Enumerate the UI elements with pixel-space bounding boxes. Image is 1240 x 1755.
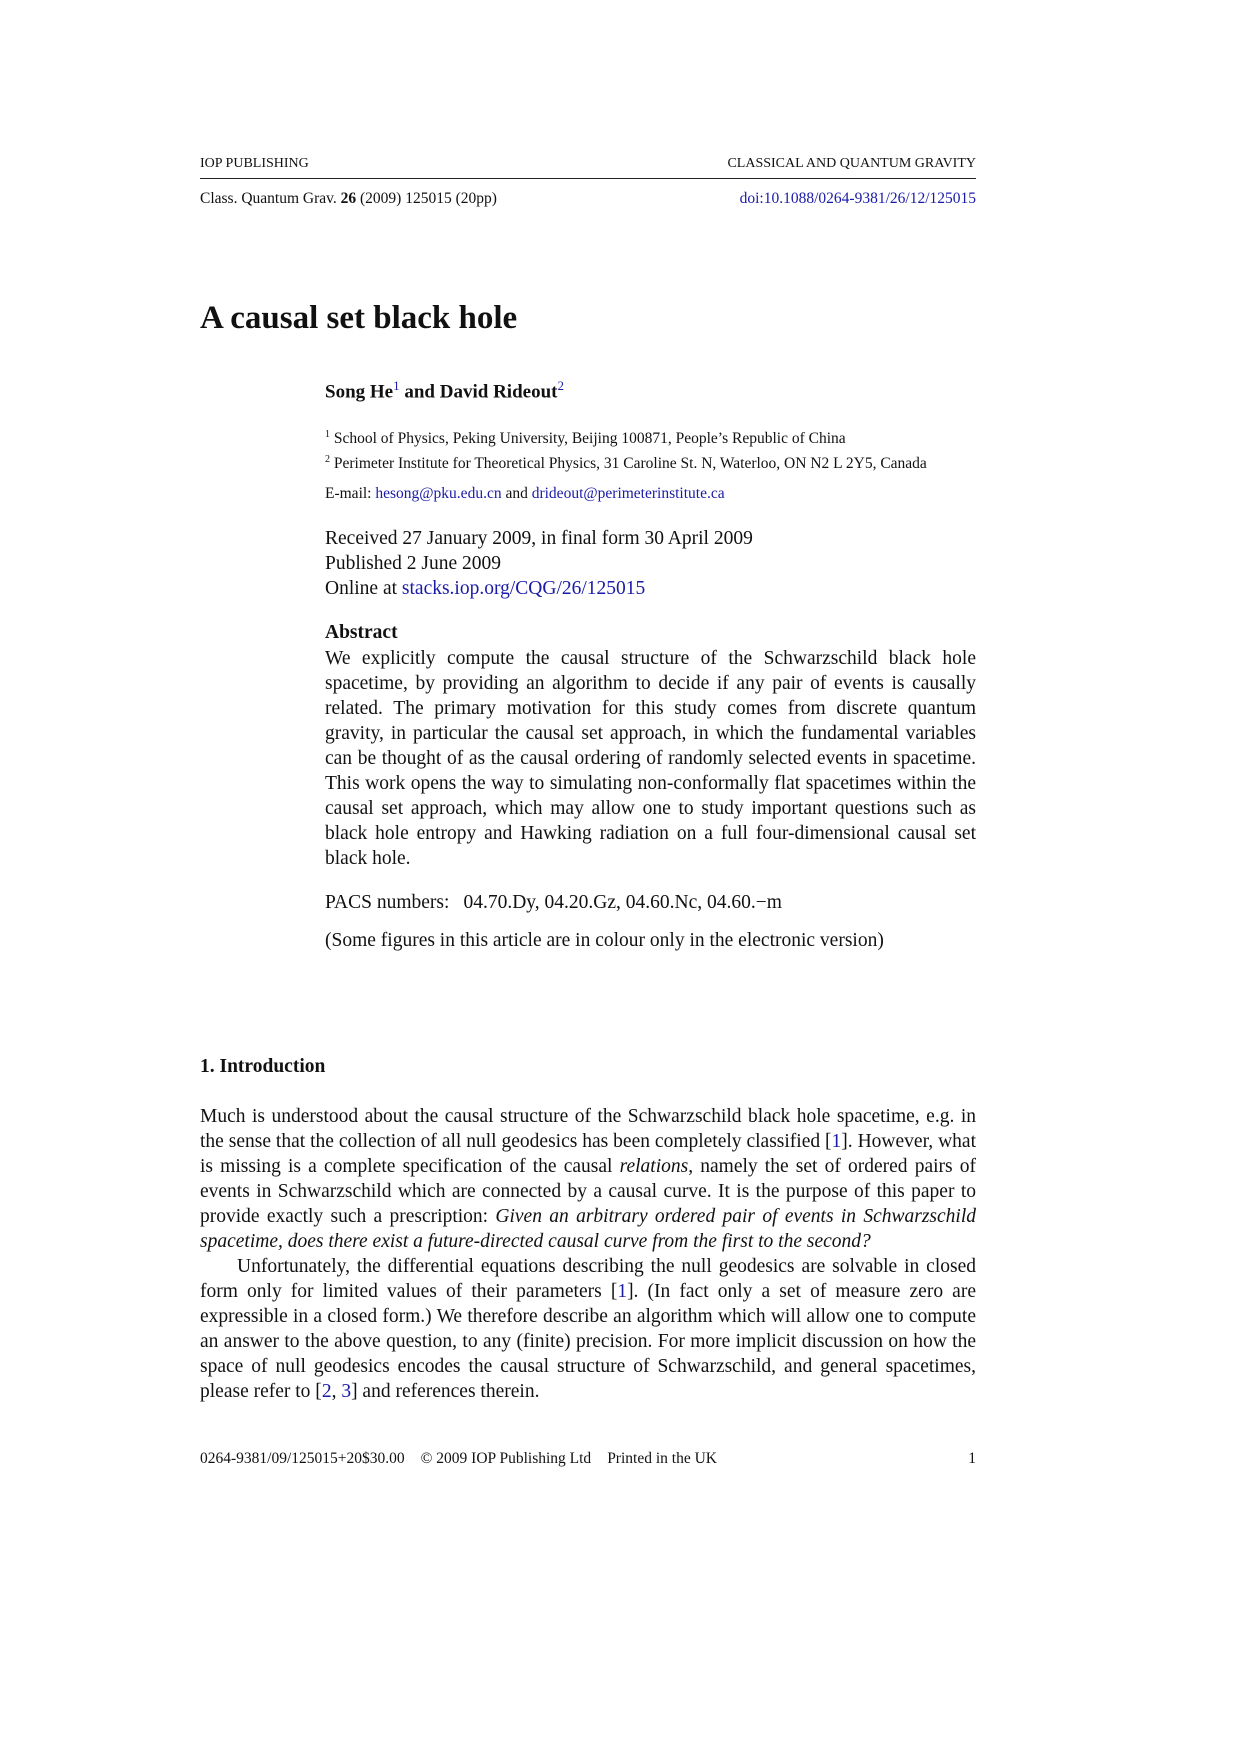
section-heading: 1. Introduction — [200, 1056, 326, 1077]
paragraph: Much is understood about the causal structure of the Schwarzschild black hole spacetime, e.g. in the sense that the collection of all null geodesics has been completely classified [1]. However, what is missing is a complete specification of the causal relations, namely the set of ordered pairs of events in Schwarzschild which are connected by a causal curve. It is the purpose of this paper to provide exactly such a prescription: Given an arbitrary ordered pair of events in Schwarzschild spacetime, does there exist a future-directed causal curve from the first to the second? — [200, 1106, 977, 1252]
author-list: Song He$^1$ and David Rideout$^2$ — [325, 378, 564, 403]
online-link[interactable]: stacks.iop.org/CQG/26/125015 — [401, 578, 646, 599]
doi-link[interactable]: doi:10.1088/0264-9381/26/12/125015 — [739, 190, 976, 207]
received-date: Received 27 January 2009, in final form 30 April 2009 — [325, 528, 753, 549]
pacs-numbers: PACS numbers: 04.70.Dy, 04.20.Gz, 04.60.Nc, 04.60.−m — [325, 892, 782, 913]
affiliation-item: $^2$ Perimeter Institute for Theoretical Physics, 31 Caroline St. N, Waterloo, ON N2 L 2Y5, Canada — [325, 454, 927, 473]
citation-link[interactable]: 3 — [341, 1381, 352, 1402]
citation-link[interactable]: 2 — [321, 1381, 332, 1402]
page-number: 1 — [968, 1450, 976, 1467]
abstract-heading: Abstract — [325, 622, 398, 643]
citation-link[interactable]: 1 — [831, 1131, 842, 1152]
journal-citation: Class. Quantum Grav. 26 (2009) 125015 (20pp) — [200, 190, 497, 207]
issn-code: 0264-9381/09/125015+20$30.00 — [200, 1450, 405, 1467]
publisher-name: IOP PUBLISHING — [200, 156, 309, 171]
affiliation-ref-link[interactable]: 2 — [557, 378, 564, 393]
journal-name: CLASSICAL AND QUANTUM GRAVITY — [727, 156, 976, 171]
author-name: David Rideout — [439, 381, 558, 403]
printed-notice: Printed in the UK — [607, 1450, 717, 1467]
published-date: Published 2 June 2009 — [325, 553, 502, 574]
paper-title: A causal set black hole — [200, 300, 518, 336]
publication-dates — [325, 526, 976, 601]
email-link[interactable]: hesong@pku.edu.cn — [375, 485, 502, 502]
header-rule — [200, 178, 976, 179]
paragraph: Unfortunately, the differential equations describing the null geodesics are solvable in closed form only for limited values of their parameters [1]. (In fact only a set of measure zero are expressible in a closed form.) We therefore describe an algorithm which will allow one to compute an answer to the above question, to any (finite) precision. For more implicit discussion on how the space of null geodesics encodes the causal structure of Schwarzschild, and general spacetimes, please refer to [2, 3] and references therein. — [200, 1256, 976, 1402]
introduction-body — [200, 1104, 976, 1404]
abstract-text: We explicitly compute the causal structure of the Schwarzschild black hole spacetime, by providing an algorithm to decide if any pair of events is causally related. The primary motivation for this study comes from discrete quantum gravity, in particular the causal set approach, in which the fundamental variables can be thought of as the causal ordering of randomly selected events in spacetime. This work opens the way to simulating non-conformally flat spacetimes within the causal set approach, which may allow one to study important questions such as black hole entropy and Hawking radiation on a full four-dimensional causal set black hole. — [325, 648, 976, 869]
affiliation-item: $^1$ School of Physics, Peking University, Beijing 100871, People’s Republic of China — [325, 429, 846, 448]
email-line: E-mail: hesong@pku.edu.cn and drideout@perimeterinstitute.ca — [325, 485, 725, 502]
figures-note: (Some figures in this article are in colour only in the electronic version) — [325, 930, 884, 951]
page-footer — [200, 1450, 717, 1468]
email-link[interactable]: drideout@perimeterinstitute.ca — [531, 485, 725, 502]
affiliation-ref-link[interactable]: 1 — [393, 378, 400, 393]
online-line: Online at stacks.iop.org/CQG/26/125015 — [325, 578, 646, 599]
citation-link[interactable]: 1 — [617, 1281, 628, 1302]
affiliations — [325, 424, 976, 474]
copyright-notice: © 2009 IOP Publishing Ltd — [420, 1450, 592, 1467]
author-name: Song He — [325, 381, 394, 403]
doi-link-container — [740, 190, 976, 208]
